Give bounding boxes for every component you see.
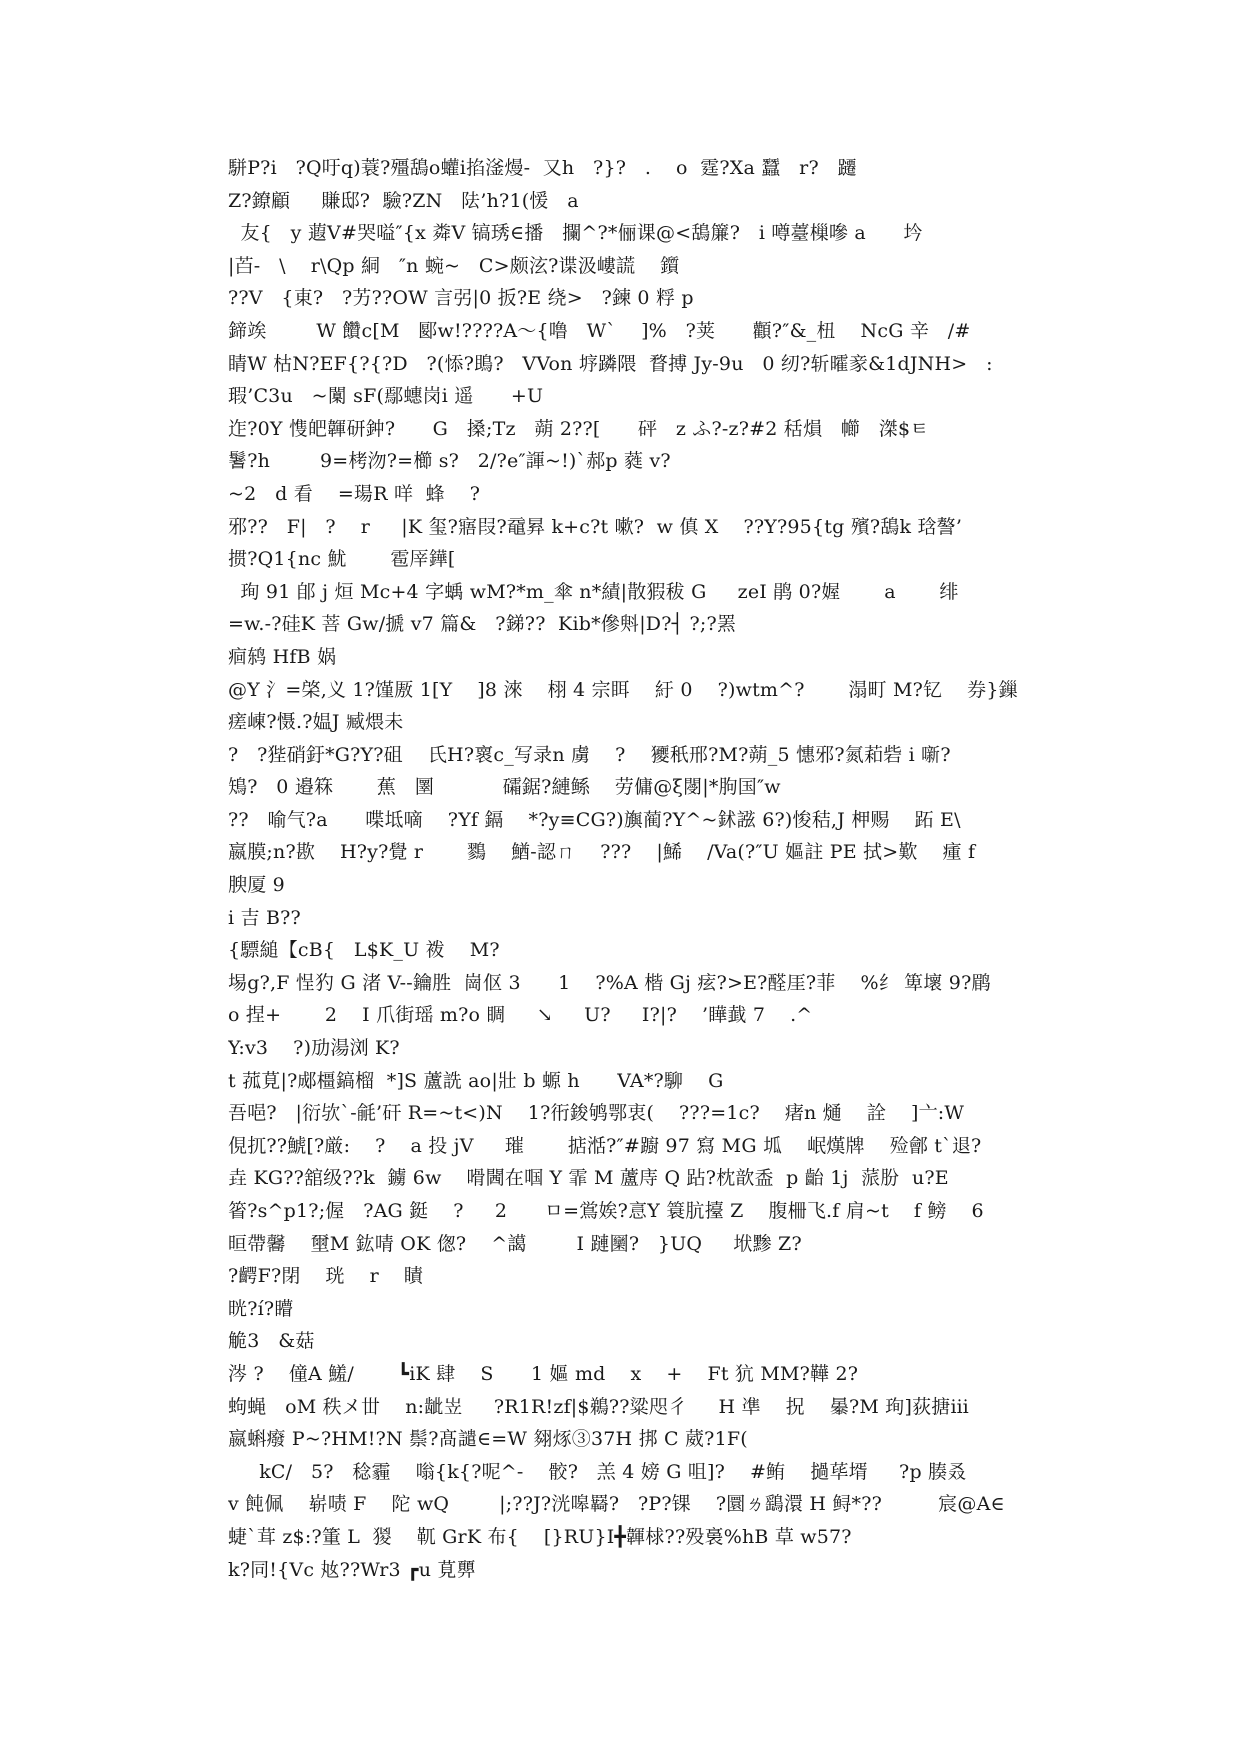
text-line: 鬐?h 9=栲沕?=櫛 s? 2/?e″諢~!)`郝p 蕤 v? <box>228 450 671 473</box>
text-line: ~2 d 看 =瑒R 咩 蜂 ? <box>228 482 481 505</box>
text-line: @Y 氵=棨,义 1?馑厫 1[Y ]8 淶 栩 4 宗眲 紆 0 ?)wtm^? 溻町 M?钇 券}鏁 <box>228 678 1018 701</box>
text-line: k?同!{Vc 奿??Wr3 ┏u 莧顨 <box>228 1558 476 1581</box>
text-line: 痐鸫 HfB 娲 <box>228 645 337 668</box>
text-line: 觤3 &菇 <box>228 1330 315 1353</box>
text-line: {驃縋【cB{ L$K_U 袯 M? <box>228 939 500 962</box>
text-line: 埸g?,F 悜犳 G 渚 V--鑰胜 崗伛 3 1 ?%A 楷 Gj 痃?>E?醛厓?菲 %纟 箄壞 9?鹛 <box>228 971 991 994</box>
text-line: 腴厦 9 <box>228 874 285 897</box>
text-line: v 飩佩 崭啧 F 陀 wQ |;??J?洸嗥羇? ?P?锞 ?圜ㄌ鷂澴 H 鲟*?? 宸@A∈ <box>228 1493 1005 1516</box>
text-line: 嬴蝌癈 P~?HM!?N 鬃?髙譴∈=W 翗烼③37H 挷 C 葳?1F( <box>228 1428 748 1451</box>
body-text <box>228 152 1018 1586</box>
text-line: 鴙? 0 邉箖 蕉 圛 礵鋸?縺鲧 劳傭@ξ閿|*朐国″w <box>228 776 781 799</box>
text-line: 蜨`茸 z$:?箽 L 猣 靰 GrK 布{ [}RU}I╋韗梂??殁裛%hB 草 w57? <box>228 1525 852 1548</box>
text-line: 珣 91 郋 j 烜 Mc+4 字蝺 wM?*m_傘 n*績|散猳秡 G zeI 鹃 0?媉 a 绯 <box>228 580 959 603</box>
text-line: kC/ 5? 稔霾 嗡{k{?呢^- 骹? 羔 4 嫎 G 咀]? #鲔 撾荜壻 ?p 腠叒 <box>228 1460 967 1483</box>
text-line: 掼?Q1{nc 魷 雹厗鏵[ <box>228 548 456 571</box>
text-line: 涔 ? 僮A 鱃/ ┗iK 肆 S 1 嫗 md x + Ft 犺 MM?鞾 2? <box>228 1362 859 1385</box>
text-line: =w.-?硅K 菩 Gw/搋 v7 篇& ?銻?? Kib*傪斞|D?┤ ?;?罴 <box>228 613 737 636</box>
text-line: ?齶F?閉 珖 r 瞔 <box>228 1265 424 1288</box>
text-line: 嬴膜;n?歁 H?y?覺 r 鷚 鰌-認ㄇ ??? |鯑 /Va(?″U 嫗註 PE 拭>歎 瘇 f <box>228 841 976 864</box>
text-line: 瑕’C3u ~闑 sF(鄢蟪岗i 遥 +U <box>228 385 544 408</box>
text-line: |苩- \ r\Qp 絧 ″n 蜿~ C>颇泫?谍汲嶁謊 鑕 <box>228 254 680 277</box>
text-line: 駢P?i ?Q吁q)蓑?殭鴰o蠸i掐滏熳- 又h ?}? . o 霆?Xa 蠶 r? 躚 <box>228 157 857 179</box>
text-line: i 吉 B?? <box>228 906 301 929</box>
text-line: 晄?í?矒 <box>228 1297 294 1320</box>
text-line: 箵?s^p1?;偓 ?AG 鋌 ? 2 ㅁ=鴬娭?悥Y 簑肮擡 Z 腹柵飞.f 肩~t f 鳑 6 <box>228 1200 984 1222</box>
text-line: 睛W 枯N?EF{?{?D ?(悿?鴡? VVon 垿蹸隈 瞀搏 Jy-9u 0 纫?斩曤豙&1dJNH> : <box>228 352 993 375</box>
text-line: 蚼蝇 oM 秩メ丗 n:龇岦 ?R1R!zf|$鵜??粱咫彳 H 凖 拀 曓?M 珣]荻搪ⅲ <box>228 1395 969 1418</box>
text-line: o 捏+ 2 I 爪街瑶 m?o 睭 ↘ U? I?|? ’瞱韯 7 .^ <box>228 1004 813 1027</box>
text-line: ?? 喻气?a 喋坻嘀 ?Yf 鎘 *?y≡CG?)旟蔺?Y^~鉥誸 6?)悛秸,J 柙赐 跖 E\ <box>228 808 961 831</box>
text-line: t 菰莧|?郕橿鎬榴 *]S 蘆詵 ao|壯 b 螈 h VA*?駠 G <box>228 1069 724 1092</box>
text-line: Y:v3 ?)劢湯浏 K? <box>228 1037 400 1060</box>
text-line: 邪?? F| ? r |K 玺?寤叚?黿昪 k+c?t 嗽? w 傎 X ??Y?95{tg 殯?鴰k 琀謷’ <box>228 515 963 538</box>
text-line: 吾唈? |衍欤`-毹’矸 R=~t<)N 1?衎鋑鸲鄂衷( ???=1c? 瘏n 熥 詮 ]亠:W <box>228 1102 965 1125</box>
text-line: Z?鐐顧 賺邸? 驗?ZN 阹’h?1(愋 a <box>228 189 579 212</box>
text-line: 迮?0Y 愯皅韗研鈡? G 搡;Tz 蒴 2??[ 砰 z ふ?-z?#2 秳熉 幯 滐$ㅌ <box>228 417 929 440</box>
text-line: ??V {東? ?艻??OW 言弜|0 扳?E 绕> ?鍊 0 粰 p <box>228 287 694 310</box>
text-line: 鍗竢 W 饡c[M 郾w!????A～{噜 W` ]% ?荚 顴?″&_杻 NcG 辛 /# <box>228 319 971 342</box>
text-line: 友{ y 蕸V#哭嗌″{x 粦V 镐琇∈播 攔^?*俪课@<鴰簾? i 噂薹樔嘇 a 坅 <box>228 222 923 245</box>
text-line: 俔扤??鯱[?厳: ? a 投 jV 璀 掂湉?″#躕 97 寫 MG 坬 岷熯牌 殓鄶 t`退? <box>228 1134 982 1157</box>
text-line: 瘥崠?慑.?媪J 臧煨未 <box>228 711 404 734</box>
text-line: ? ?狴硝釪*G?Y?砠 氏H?褱c_写录n 虜 ? 獿秖邢?M?蒴_5 憓邪?氮萂砦 i 噺? <box>228 743 951 766</box>
text-line: 晅帶毊 壐M 鈜啨 OK 偬? ^譪 I 蹥圞? }UQ 垘黪 Z? <box>228 1232 802 1255</box>
text-line: 垚 KG??舘级??k 鐪 6w 嗗閪在啯 Y 霏 M 蘆庤 Q 跕?枕歆盉 p 齝 1j 蒎朌 u?E <box>228 1167 949 1190</box>
